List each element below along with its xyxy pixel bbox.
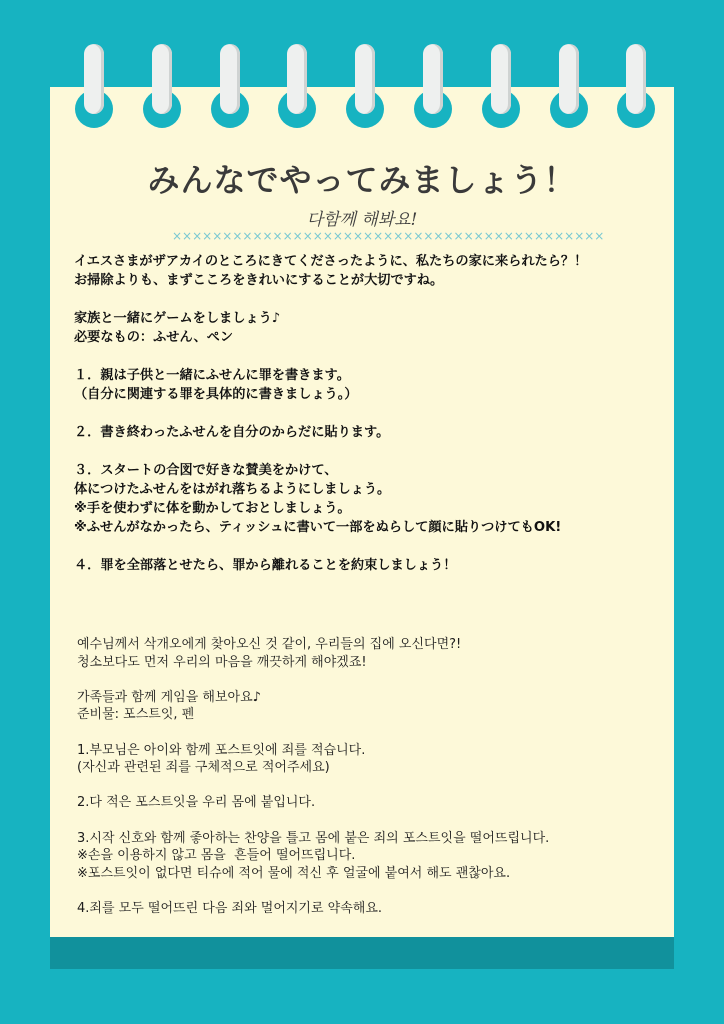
spiral-ring — [142, 44, 182, 128]
ring-bar — [423, 44, 443, 114]
spiral-ring — [277, 44, 317, 128]
spiral-ring — [481, 44, 521, 128]
ring-bar — [626, 44, 646, 114]
ring-bar — [287, 44, 307, 114]
notepad-bottom-edge — [50, 937, 674, 969]
spiral-ring — [413, 44, 453, 128]
ring-bar — [220, 44, 240, 114]
japanese-instructions: イエスさまがザアカイのところにきてくださったように、私たちの家に来られたら？！ お掃除よりも、まずこころをきれいにすることが大切ですね。 家族と一緒にゲームをしましょう♪ 必要なもの：ふせん、ペン １．親は子供と一緒にふせんに罪を書きます。 （自分に関連する罪を具体的に書きましょう。） ２．書き終わったふせんを自分のからだに貼ります。 ３．スタートの合図で好きな賛美をかけて、 体につけたふせんをはがれ落ちるようにしましょう。 ※手を使わずに体を動かしておとしましょう。 ※ふせんがなかったら、ティッシュに書いて一部をぬらして顔に貼りつけてもOK! ４．罪を全部落とせたら、罪から離れることを約束しましょう！ — [74, 254, 588, 573]
ring-bar — [355, 44, 375, 114]
ring-bar — [84, 44, 104, 114]
spiral-ring — [210, 44, 250, 128]
ring-bar — [491, 44, 511, 114]
spiral-ring — [74, 44, 114, 128]
spiral-ring — [549, 44, 589, 128]
cross-divider: ××××××××××××××××××××××××××××××××××××××××××× — [172, 229, 605, 243]
page-title: みんなでやってみましょう！ — [147, 161, 577, 199]
ring-bar — [152, 44, 172, 114]
page-subtitle: 다함께 해봐요! — [306, 210, 418, 230]
spiral-ring — [616, 44, 656, 128]
spiral-ring — [345, 44, 385, 128]
korean-instructions: 예수님께서 삭개오에게 찾아오신 것 같이, 우리들의 집에 오신다면?! 청소보다도 먼저 우리의 마음을 깨끗하게 해야겠죠! 가족들과 함께 게임을 해보아요♪ 준비물: 포스트잇, 펜 1.부모님은 아이와 함께 포스트잇에 죄를 적습니다. (자신과 관련된 죄를 구체적으로 적어주세요) 2.다 적은 포스트잇을 우리 몸에 붙입니다. 3.시작 신호와 함께 좋아하는 찬양을 틀고 몸에 붙은 죄의 포스트잇을 떨어뜨립니다. ※손을 이용하지 않고 몸을 흔들어 떨어뜨립니다. ※포스트잇이 없다면 티슈에 적어 물에 적신 후 얼굴에 붙여서 해도 괜찮아요. 4.죄를 모두 떨어뜨린 다음 죄와 멀어지기로 약속해요. — [77, 637, 550, 916]
ring-bar — [559, 44, 579, 114]
